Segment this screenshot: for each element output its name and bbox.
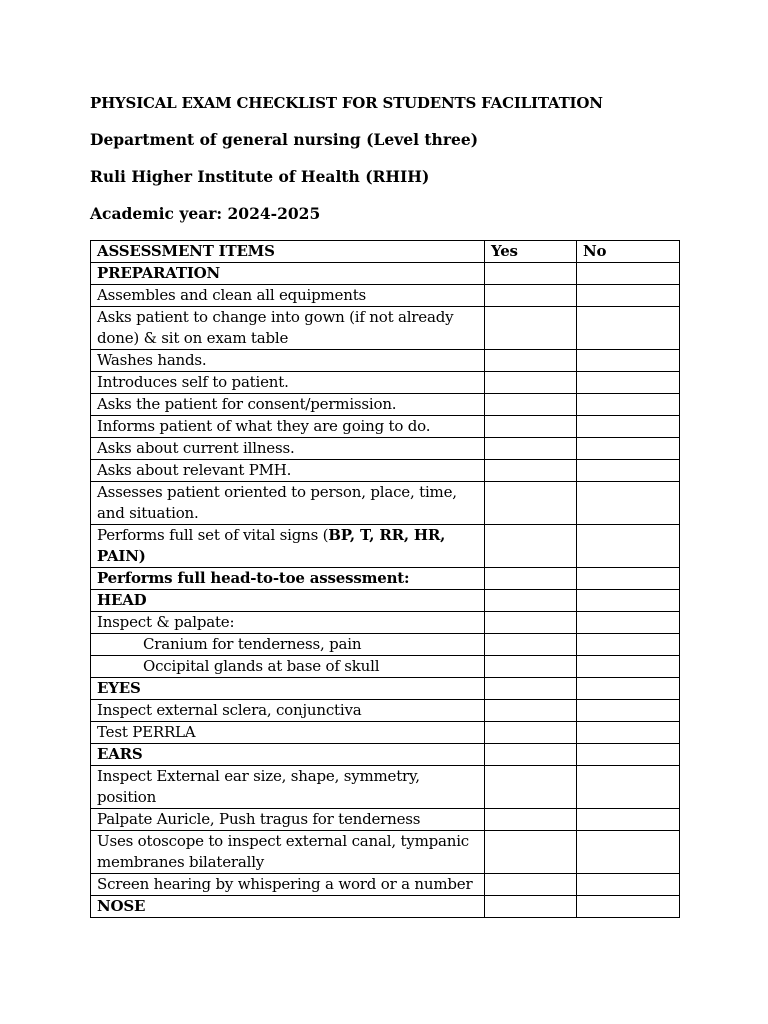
table-row (91, 700, 680, 722)
no-checkbox-cell[interactable] (577, 590, 680, 612)
assessment-checklist-table (90, 240, 680, 918)
yes-checkbox-cell[interactable] (485, 678, 577, 700)
assessment-item-cell: PREPARATION (91, 263, 485, 285)
table-row (91, 874, 680, 896)
assessment-item-cell: Assembles and clean all equipments (91, 285, 485, 307)
no-checkbox-cell[interactable] (577, 700, 680, 722)
yes-checkbox-cell[interactable] (485, 744, 577, 766)
yes-checkbox-cell[interactable] (485, 438, 577, 460)
table-row (91, 285, 680, 307)
no-checkbox-cell[interactable] (577, 285, 680, 307)
no-checkbox-cell[interactable] (577, 372, 680, 394)
table-row (91, 263, 680, 285)
assessment-item-cell: Asks about relevant PMH. (91, 460, 485, 482)
assessment-item-cell: Asks the patient for consent/permission. (91, 394, 485, 416)
assessment-item-cell: Uses otoscope to inspect external canal, tympanic membranes bilaterally (91, 831, 485, 874)
assessment-item-cell: Test PERRLA (91, 722, 485, 744)
table-row (91, 460, 680, 482)
no-checkbox-cell[interactable] (577, 263, 680, 285)
assessment-item-cell: Palpate Auricle, Push tragus for tenderness (91, 809, 485, 831)
yes-checkbox-cell[interactable] (485, 285, 577, 307)
table-row (91, 809, 680, 831)
table-row (91, 590, 680, 612)
assessment-item-cell: Asks patient to change into gown (if not already done) & sit on exam table (91, 307, 485, 350)
no-checkbox-cell[interactable] (577, 350, 680, 372)
assessment-item-cell: NOSE (91, 896, 485, 918)
department-line: Department of general nursing (Level three) (90, 130, 479, 149)
table-row (91, 896, 680, 918)
yes-checkbox-cell[interactable] (485, 525, 577, 568)
no-checkbox-cell[interactable] (577, 634, 680, 656)
assessment-item-bold-text: BP, T, RR, HR, PAIN) (97, 526, 446, 565)
table-row (91, 678, 680, 700)
table-row (91, 416, 680, 438)
no-checkbox-cell[interactable] (577, 656, 680, 678)
no-checkbox-cell[interactable] (577, 460, 680, 482)
yes-checkbox-cell[interactable] (485, 482, 577, 525)
table-body (91, 263, 680, 918)
yes-checkbox-cell[interactable] (485, 766, 577, 809)
no-checkbox-cell[interactable] (577, 896, 680, 918)
column-header-no: No (577, 241, 680, 263)
yes-checkbox-cell[interactable] (485, 612, 577, 634)
yes-checkbox-cell[interactable] (485, 416, 577, 438)
yes-checkbox-cell[interactable] (485, 896, 577, 918)
table-header-row (91, 241, 680, 263)
no-checkbox-cell[interactable] (577, 722, 680, 744)
table-row (91, 482, 680, 525)
document-title: PHYSICAL EXAM CHECKLIST FOR STUDENTS FACILITATION (90, 94, 603, 112)
assessment-item-cell: Asks about current illness. (91, 438, 485, 460)
yes-checkbox-cell[interactable] (485, 568, 577, 590)
assessment-item-cell: Occipital glands at base of skull (91, 656, 485, 678)
yes-checkbox-cell[interactable] (485, 307, 577, 350)
yes-checkbox-cell[interactable] (485, 394, 577, 416)
no-checkbox-cell[interactable] (577, 394, 680, 416)
table-row (91, 722, 680, 744)
assessment-item-cell: Cranium for tenderness, pain (91, 634, 485, 656)
academic-year-line: Academic year: 2024-2025 (90, 204, 321, 223)
table-row (91, 612, 680, 634)
table-row (91, 394, 680, 416)
yes-checkbox-cell[interactable] (485, 656, 577, 678)
assessment-item-cell: Performs full head-to-toe assessment: (91, 568, 485, 590)
yes-checkbox-cell[interactable] (485, 700, 577, 722)
assessment-item-cell: EARS (91, 744, 485, 766)
yes-checkbox-cell[interactable] (485, 372, 577, 394)
no-checkbox-cell[interactable] (577, 307, 680, 350)
no-checkbox-cell[interactable] (577, 766, 680, 809)
no-checkbox-cell[interactable] (577, 874, 680, 896)
assessment-item-cell: Informs patient of what they are going to do. (91, 416, 485, 438)
assessment-item-cell: Introduces self to patient. (91, 372, 485, 394)
no-checkbox-cell[interactable] (577, 438, 680, 460)
document-page (90, 92, 680, 918)
yes-checkbox-cell[interactable] (485, 590, 577, 612)
table-row (91, 634, 680, 656)
table-row (91, 831, 680, 874)
no-checkbox-cell[interactable] (577, 525, 680, 568)
yes-checkbox-cell[interactable] (485, 350, 577, 372)
table-row (91, 568, 680, 590)
yes-checkbox-cell[interactable] (485, 874, 577, 896)
no-checkbox-cell[interactable] (577, 678, 680, 700)
assessment-item-cell: Inspect External ear size, shape, symmetry, position (91, 766, 485, 809)
no-checkbox-cell[interactable] (577, 416, 680, 438)
no-checkbox-cell[interactable] (577, 612, 680, 634)
assessment-item-cell: HEAD (91, 590, 485, 612)
no-checkbox-cell[interactable] (577, 809, 680, 831)
table-row (91, 307, 680, 350)
assessment-item-cell: Washes hands. (91, 350, 485, 372)
assessment-item-cell: Inspect external sclera, conjunctiva (91, 700, 485, 722)
yes-checkbox-cell[interactable] (485, 809, 577, 831)
no-checkbox-cell[interactable] (577, 482, 680, 525)
institute-line: Ruli Higher Institute of Health (RHIH) (90, 167, 430, 186)
table-row (91, 766, 680, 809)
column-header-yes: Yes (485, 241, 577, 263)
no-checkbox-cell[interactable] (577, 568, 680, 590)
yes-checkbox-cell[interactable] (485, 722, 577, 744)
yes-checkbox-cell[interactable] (485, 634, 577, 656)
table-row (91, 525, 680, 568)
assessment-item-cell: EYES (91, 678, 485, 700)
table-row (91, 350, 680, 372)
assessment-item-cell (91, 525, 485, 568)
yes-checkbox-cell[interactable] (485, 831, 577, 874)
assessment-item-cell: Inspect & palpate: (91, 612, 485, 634)
yes-checkbox-cell[interactable] (485, 263, 577, 285)
assessment-item-cell: Assesses patient oriented to person, place, time, and situation. (91, 482, 485, 525)
table-row (91, 656, 680, 678)
table-row (91, 372, 680, 394)
table-row (91, 438, 680, 460)
column-header-assessment-items: ASSESSMENT ITEMS (91, 241, 485, 263)
assessment-item-text: Performs full set of vital signs ( (97, 526, 329, 544)
table-row (91, 744, 680, 766)
no-checkbox-cell[interactable] (577, 831, 680, 874)
assessment-item-cell: Screen hearing by whispering a word or a number (91, 874, 485, 896)
no-checkbox-cell[interactable] (577, 744, 680, 766)
yes-checkbox-cell[interactable] (485, 460, 577, 482)
